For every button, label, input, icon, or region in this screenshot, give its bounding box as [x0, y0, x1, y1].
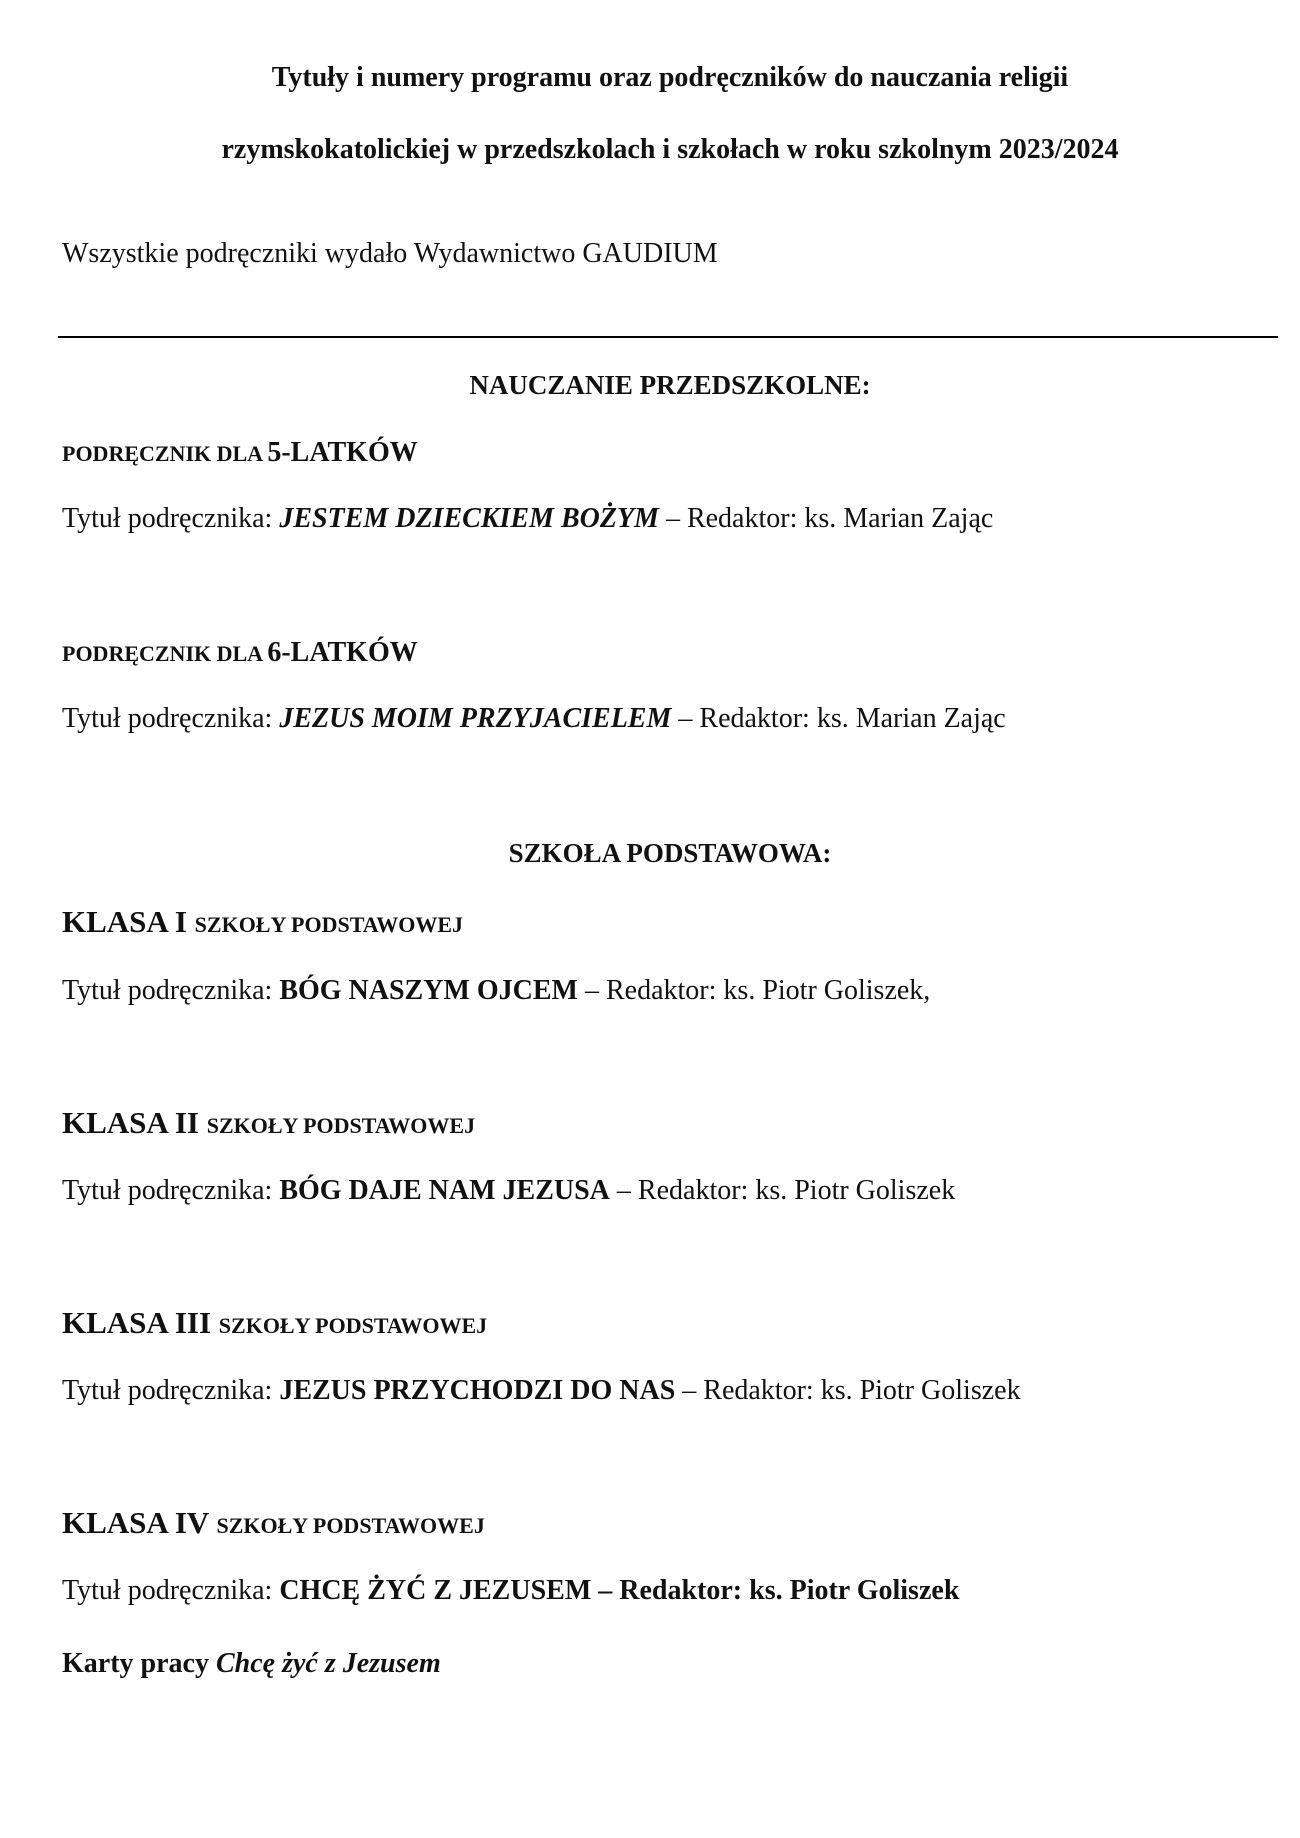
entry-label: Tytuł podręcznika:	[62, 503, 280, 534]
entry-label: Tytuł podręcznika:	[62, 1575, 280, 1606]
entry-separator: –	[609, 1175, 638, 1206]
editor-name: ks. Marian Zając	[816, 703, 1006, 734]
preschool-6-heading	[62, 637, 418, 669]
grade-1-heading-main: KLASA I	[62, 904, 195, 939]
book-title: JEZUS MOIM PRZYJACIELEM	[279, 703, 672, 734]
editor-name: ks. Piotr Goliszek,	[723, 975, 931, 1006]
entry-separator: –	[578, 975, 606, 1006]
worksheet-title: Chcę żyć z Jezusem	[215, 1648, 441, 1679]
editor-name: ks. Marian Zając	[804, 503, 994, 534]
book-title: JESTEM DZIECKIEM BOŻYM	[279, 503, 659, 534]
grade-2-entry	[62, 1175, 955, 1207]
editor-label: Redaktor:	[637, 1175, 756, 1206]
grade-3-heading-small: SZKOŁY PODSTAWOWEJ	[218, 1313, 488, 1338]
grade-2-heading	[62, 1105, 475, 1141]
entry-separator: –	[591, 1575, 620, 1606]
preschool-6-heading-age: 6-LATKÓW	[267, 637, 418, 668]
editor-label: Redaktor:	[703, 1375, 821, 1406]
grade-3-heading	[62, 1305, 487, 1341]
grade-4-heading	[62, 1505, 485, 1541]
editor-label: Redaktor:	[699, 703, 817, 734]
editor-name: ks. Piotr Goliszek	[820, 1375, 1021, 1406]
preschool-section-heading: NAUCZANIE PRZEDSZKOLNE:	[469, 370, 871, 400]
primary-section-heading: SZKOŁA PODSTAWOWA:	[508, 838, 832, 868]
grade-4-heading-small: SZKOŁY PODSTAWOWEJ	[216, 1513, 485, 1538]
editor-label: Redaktor:	[619, 1575, 750, 1606]
entry-label: Tytuł podręcznika:	[62, 1375, 280, 1406]
entry-label: Tytuł podręcznika:	[62, 1175, 280, 1206]
preschool-6-entry	[62, 703, 1006, 735]
publisher-note: Wszystkie podręczniki wydało Wydawnictwo GAUDIUM	[62, 238, 718, 269]
grade-2-heading-main: KLASA II	[62, 1105, 207, 1140]
entry-separator: –	[675, 1375, 704, 1406]
editor-name: ks. Piotr Goliszek	[755, 1175, 956, 1206]
preschool-5-heading-age: 5-LATKÓW	[267, 437, 418, 468]
worksheet-line	[62, 1648, 441, 1680]
book-title: JEZUS PRZYCHODZI DO NAS	[279, 1375, 676, 1406]
book-title: BÓG NASZYM OJCEM	[279, 975, 578, 1006]
entry-label: Tytuł podręcznika:	[62, 703, 280, 734]
editor-label: Redaktor:	[686, 503, 805, 534]
grade-4-entry	[62, 1575, 959, 1607]
grade-1-heading	[62, 904, 463, 940]
editor-label: Redaktor:	[606, 975, 724, 1006]
grade-1-heading-small: SZKOŁY PODSTAWOWEJ	[194, 912, 464, 937]
preschool-5-entry	[62, 503, 993, 535]
entry-label: Tytuł podręcznika:	[62, 975, 280, 1006]
entry-separator: –	[658, 503, 687, 534]
horizontal-divider	[58, 336, 1278, 338]
editor-name: ks. Piotr Goliszek	[749, 1575, 960, 1606]
grade-3-heading-main: KLASA III	[62, 1305, 219, 1340]
grade-4-heading-main: KLASA IV	[62, 1505, 217, 1540]
preschool-5-heading	[62, 437, 418, 469]
grade-1-entry	[62, 975, 930, 1007]
preschool-5-heading-prefix: PODRĘCZNIK DLA	[62, 441, 268, 466]
document-title-line-2: rzymskokatolickiej w przedszkolach i szkołach w roku szkolnym 2023/2024	[221, 134, 1119, 165]
document-title-line-1: Tytuły i numery programu oraz podręczników do nauczania religii	[271, 62, 1069, 93]
book-title: BÓG DAJE NAM JEZUSA	[279, 1175, 610, 1206]
preschool-6-heading-prefix: PODRĘCZNIK DLA	[62, 641, 268, 666]
grade-2-heading-small: SZKOŁY PODSTAWOWEJ	[206, 1113, 476, 1138]
worksheet-label: Karty pracy	[62, 1648, 216, 1679]
book-title: CHCĘ ŻYĆ Z JEZUSEM	[279, 1575, 592, 1606]
entry-separator: –	[671, 703, 700, 734]
grade-3-entry	[62, 1375, 1021, 1407]
